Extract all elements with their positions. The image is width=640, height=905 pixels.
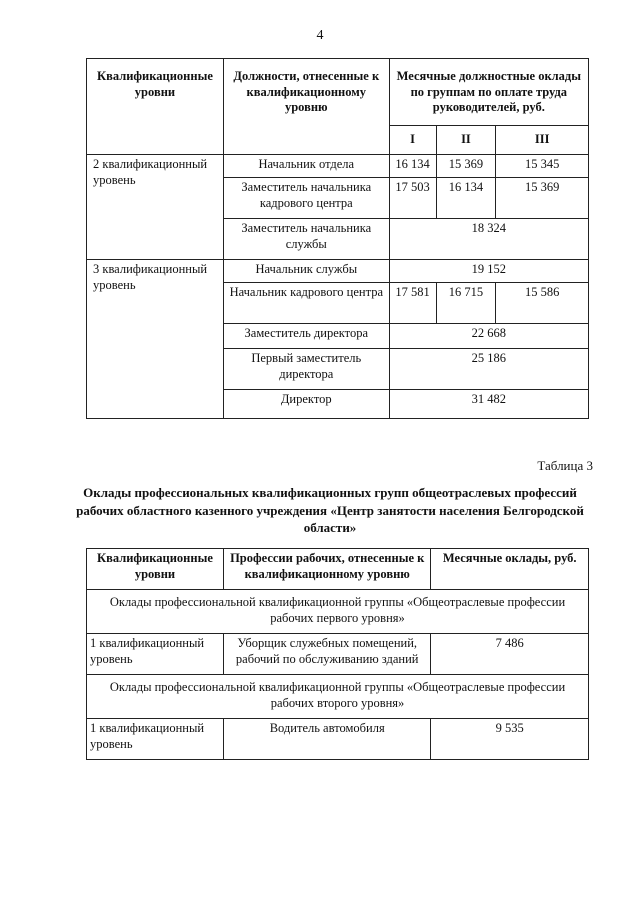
position-cell: Начальник кадрового центра [223, 283, 389, 324]
merged-value-cell: 31 482 [389, 390, 588, 419]
table-header-row [87, 59, 589, 126]
position-cell: Директор [223, 390, 389, 419]
merged-value-cell: 25 186 [389, 349, 588, 390]
profession-cell: Уборщик служебных помещений, рабочий по обслуживанию зданий [223, 634, 431, 675]
header-levels: Квалификационные уровни [87, 59, 224, 155]
header-salaries: Месячные должностные оклады по группам по оплате труда руководителей, руб. [389, 59, 588, 126]
table-label: Таблица 3 [537, 458, 593, 473]
profession-cell: Водитель автомобиля [223, 719, 431, 760]
header-group-1: I [389, 126, 436, 155]
page-number: 4 [316, 28, 324, 43]
table-row [87, 155, 589, 178]
header-salaries: Месячные оклады, руб. [431, 549, 589, 590]
table-header-row [87, 549, 589, 590]
header-group-2: II [436, 126, 496, 155]
value-cell: 16 134 [436, 178, 496, 219]
level-2-label: 2 квалификационный уровень [87, 155, 224, 260]
header-professions: Профессии рабочих, отнесенные к квалификационному уровню [223, 549, 431, 590]
table-row [87, 719, 589, 760]
table-row [87, 634, 589, 675]
value-cell: 15 369 [496, 178, 589, 219]
position-cell: Заместитель начальника службы [223, 219, 389, 260]
value-cell: 15 369 [436, 155, 496, 178]
merged-value-cell: 19 152 [389, 260, 588, 283]
salary-table-workers [86, 548, 589, 760]
merged-value-cell: 22 668 [389, 324, 588, 349]
group-2-title: Оклады профессиональной квалификационной группы «Общеотраслевые профессии рабочих второго уровня» [87, 675, 589, 719]
section-heading: Оклады профессиональных квалификационных групп общеотраслевых профессий рабочих областного казенного учреждения «Центр занятости населения Белгородской области» [76, 485, 584, 536]
position-cell: Заместитель директора [223, 324, 389, 349]
value-cell: 16 134 [389, 155, 436, 178]
header-group-3: III [496, 126, 589, 155]
position-cell: Начальник службы [223, 260, 389, 283]
value-cell: 17 503 [389, 178, 436, 219]
salary-table-managers [86, 58, 589, 419]
group-row [87, 675, 589, 719]
level-3-label: 3 квалификационный уровень [87, 260, 224, 419]
value-cell: 16 715 [436, 283, 496, 324]
merged-value-cell: 18 324 [389, 219, 588, 260]
header-levels: Квалификационные уровни [87, 549, 224, 590]
value-cell: 17 581 [389, 283, 436, 324]
value-cell: 15 586 [496, 283, 589, 324]
position-cell: Заместитель начальника кадрового центра [223, 178, 389, 219]
value-cell: 7 486 [431, 634, 589, 675]
group-row [87, 590, 589, 634]
value-cell: 9 535 [431, 719, 589, 760]
header-positions: Должности, отнесенные к квалификационному уровню [223, 59, 389, 155]
value-cell: 15 345 [496, 155, 589, 178]
table-row [87, 260, 589, 283]
position-cell: Первый заместитель директора [223, 349, 389, 390]
group-1-title: Оклады профессиональной квалификационной группы «Общеотраслевые профессии рабочих первого уровня» [87, 590, 589, 634]
level-cell: 1 квалификационный уровень [87, 634, 224, 675]
level-cell: 1 квалификационный уровень [87, 719, 224, 760]
position-cell: Начальник отдела [223, 155, 389, 178]
